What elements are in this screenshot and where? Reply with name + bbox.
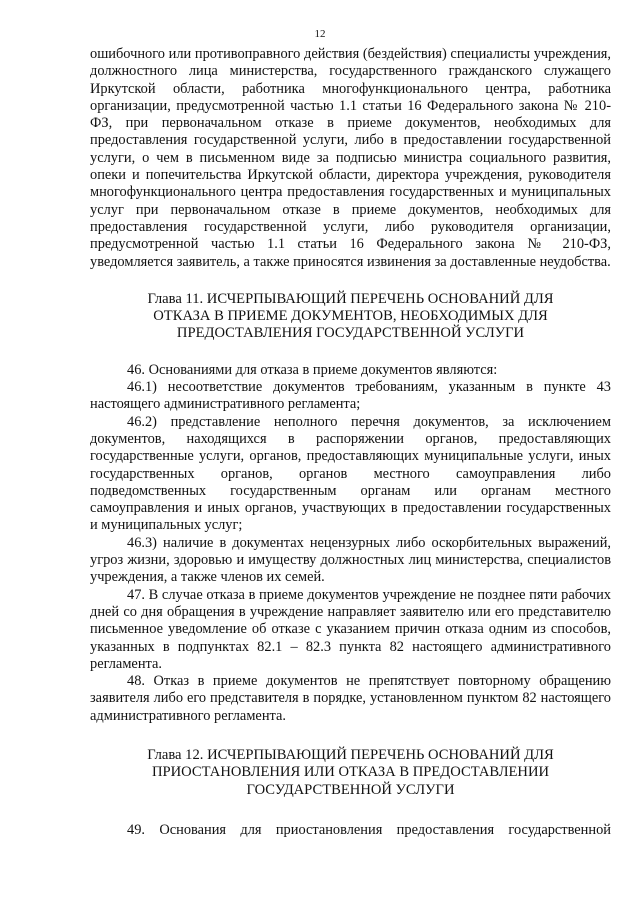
paragraph-46: 46. Основаниями для отказа в приеме документов являются: bbox=[127, 361, 498, 378]
paragraph-46-1: 46.1) несоответствие документов требованиям, указанным в пункте 43 настоящего административного регламента; bbox=[90, 379, 611, 413]
heading-line: ОТКАЗА В ПРИЕМЕ ДОКУМЕНТОВ, НЕОБХОДИМЫХ ДЛЯ bbox=[153, 308, 548, 325]
paragraph-48: 48. Отказ в приеме документов не препятствует повторному обращению заявителя либо его представителя в порядке, установленном пунктом 82 настоящего административного регламента. bbox=[90, 673, 611, 724]
heading-line: ГОСУДАРСТВЕННОЙ УСЛУГИ bbox=[246, 781, 455, 798]
chapter-12-heading bbox=[90, 747, 611, 799]
paragraph-46-2: 46.2) представление неполного перечня документов, за исключением документов, находящихся в распоряжении органов, предоставляющих государственные услуги, органов, предоставляющих муниципальные услуги, иных государственных органов, органов местного самоуправления либо подведомственных государственным органам или органам местного самоуправления и иных органов, участвующих в предоставлении государственных и муниципальных услуг; bbox=[90, 413, 611, 534]
document-body bbox=[90, 46, 611, 839]
heading-line: ПРЕДОСТАВЛЕНИЯ ГОСУДАРСТВЕННОЙ УСЛУГИ bbox=[176, 325, 525, 342]
paragraph-continuation: ошибочного или противоправного действия (бездействия) специалисты учреждения, должностного лица министерства, государственного гражданского служащего Иркутской области, работника многофункционального центра, работника организации, предусмотренной частью 1.1 статьи 16 Федерального закона № 210-ФЗ, при первоначальном отказе в приеме документов, необходимых для предоставления государственной услуги, либо в предоставлении государственной услуги, о чем в письменном виде за подписью министра социального развития, опеки и попечительства Иркутской области, директора учреждения, руководителя многофункционального центра предоставления государственных и муниципальных услуг при первоначальном отказе в приеме документов, необходимых для предоставления государственной услуги, либо руководителя организации, предусмотренной частью 1.1 статьи 16 Федерального закона № 210-ФЗ, уведомляется заявитель, а также приносятся извинения за доставленные неудобства. bbox=[90, 46, 611, 270]
paragraph-49: 49. Основания для приостановления предоставления государственной bbox=[127, 821, 611, 838]
paragraph-46-3: 46.3) наличие в документах нецензурных либо оскорбительных выражений, угроз жизни, здоровью и имуществу должностных лиц министерства, специалистов учреждения, а также членов их семей. bbox=[90, 534, 611, 586]
page-number: 12 bbox=[314, 28, 326, 40]
heading-line: Глава 11. ИСЧЕРПЫВАЮЩИЙ ПЕРЕЧЕНЬ ОСНОВАНИЙ ДЛЯ bbox=[147, 290, 554, 307]
chapter-11-heading bbox=[90, 291, 611, 343]
heading-line: Глава 12. ИСЧЕРПЫВАЮЩИЙ ПЕРЕЧЕНЬ ОСНОВАНИЙ ДЛЯ bbox=[147, 746, 554, 763]
paragraph-47: 47. В случае отказа в приеме документов учреждение не позднее пяти рабочих дней со дня обращения в учреждение направляет заявителю или его представителю письменное уведомление об отказе с указанием причин отказа одним из способов, указанных в подпунктах 82.1 – 82.3 пункта 82 настоящего административного регламента. bbox=[90, 586, 611, 672]
heading-line: ПРИОСТАНОВЛЕНИЯ ИЛИ ОТКАЗА В ПРЕДОСТАВЛЕНИИ bbox=[151, 764, 550, 781]
